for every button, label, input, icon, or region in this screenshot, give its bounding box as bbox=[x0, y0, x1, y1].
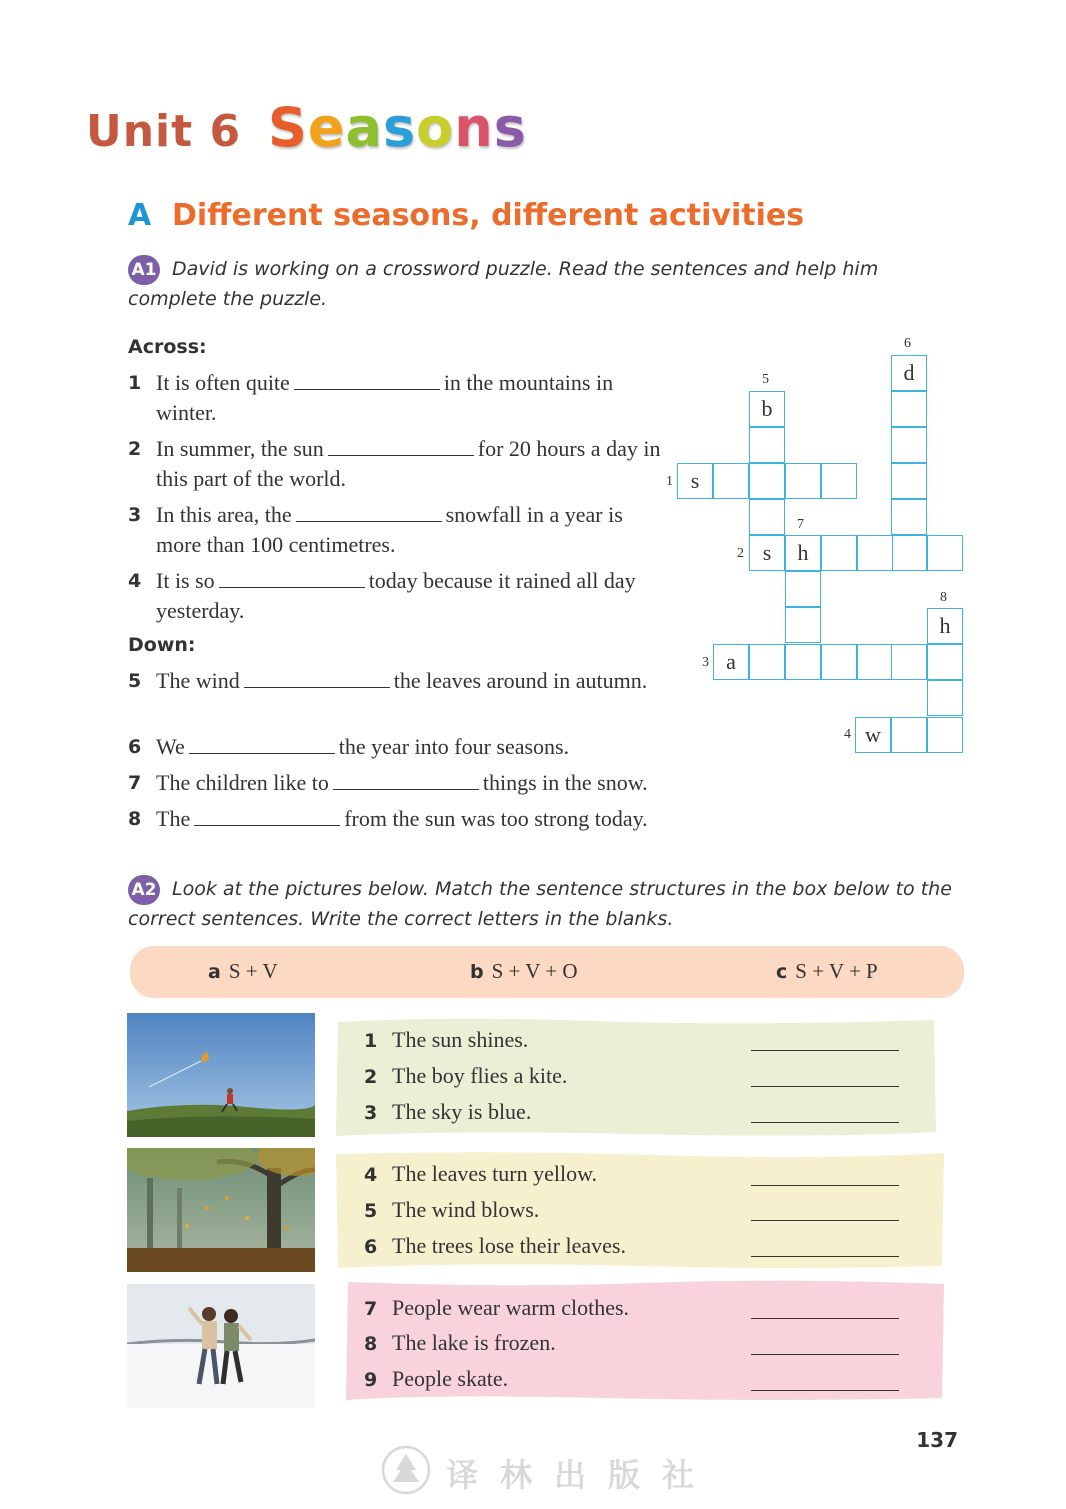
answer-blank[interactable] bbox=[751, 1318, 899, 1319]
clue-text-before: The bbox=[156, 806, 191, 831]
crossword-cell[interactable] bbox=[749, 427, 785, 463]
sentence-9 bbox=[364, 1366, 508, 1392]
clue-across-4 bbox=[128, 566, 668, 626]
clue-down-6 bbox=[128, 732, 728, 762]
crossword-cell[interactable] bbox=[927, 644, 963, 680]
crossword-cell[interactable] bbox=[891, 463, 927, 499]
crossword-cell[interactable] bbox=[821, 463, 857, 499]
structure-pattern: S + V bbox=[228, 959, 278, 983]
answer-blank[interactable] bbox=[333, 769, 479, 790]
answer-blank[interactable] bbox=[751, 1185, 899, 1186]
crossword-number: 1 bbox=[666, 474, 673, 489]
title-letter: s bbox=[382, 96, 417, 159]
clue-across-1 bbox=[128, 368, 668, 428]
crossword-cell[interactable] bbox=[857, 644, 893, 680]
clue-number: 2 bbox=[128, 438, 142, 460]
skating-photo bbox=[127, 1284, 315, 1408]
sentence-4 bbox=[364, 1161, 597, 1187]
crossword-number: 5 bbox=[762, 372, 769, 387]
clue-text-after: for 20 hours a day in this part of the world. bbox=[156, 436, 661, 491]
clue-number: 4 bbox=[128, 570, 142, 592]
a1-badge: A1 bbox=[128, 255, 160, 285]
sentence-number: 2 bbox=[364, 1066, 378, 1088]
sentence-6 bbox=[364, 1233, 626, 1259]
crossword-cell[interactable] bbox=[785, 571, 821, 607]
clue-text-after: snowfall in a year is more than 100 centimetres. bbox=[156, 502, 623, 557]
sentence-1 bbox=[364, 1027, 528, 1053]
answer-blank[interactable] bbox=[294, 369, 440, 390]
structure-letter: c bbox=[776, 961, 788, 983]
crossword-cell[interactable]: s bbox=[677, 463, 713, 499]
answer-blank[interactable] bbox=[751, 1122, 899, 1123]
title-letter: s bbox=[493, 96, 527, 159]
answer-blank[interactable] bbox=[219, 567, 365, 588]
clue-text-before: In this area, the bbox=[156, 502, 292, 527]
crossword-cell[interactable]: b bbox=[749, 391, 785, 427]
crossword-cell[interactable] bbox=[857, 535, 893, 571]
sentence-text: The sky is blue. bbox=[392, 1099, 532, 1124]
crossword-cell[interactable] bbox=[785, 463, 821, 499]
crossword-cell[interactable]: s bbox=[749, 535, 785, 571]
crossword-cell[interactable] bbox=[749, 499, 785, 535]
crossword-cell[interactable] bbox=[927, 535, 963, 571]
sentence-number: 5 bbox=[364, 1200, 378, 1222]
crossword-cell[interactable] bbox=[785, 607, 821, 643]
page-number: 137 bbox=[916, 1428, 958, 1452]
clue-number: 1 bbox=[128, 372, 142, 394]
sentence-number: 6 bbox=[364, 1236, 378, 1258]
sentence-number: 1 bbox=[364, 1030, 378, 1052]
unit-label: Unit 6 bbox=[86, 106, 242, 157]
sentence-text: The lake is frozen. bbox=[392, 1330, 556, 1355]
answer-blank[interactable] bbox=[244, 667, 390, 688]
title-letter: o bbox=[416, 96, 455, 159]
clue-text-after: today because it rained all day yesterday. bbox=[156, 568, 636, 623]
sentence-number: 8 bbox=[364, 1333, 378, 1355]
crossword-cell[interactable] bbox=[713, 463, 749, 499]
structure-letter: a bbox=[208, 961, 221, 983]
autumn-photo bbox=[127, 1148, 315, 1272]
clue-text-before: It is so bbox=[156, 568, 215, 593]
clue-down-7 bbox=[128, 768, 748, 798]
sentence-number: 7 bbox=[364, 1298, 378, 1320]
across-heading: Across: bbox=[128, 336, 207, 358]
crossword-cell[interactable]: h bbox=[927, 608, 963, 644]
clue-text-after: things in the snow. bbox=[482, 770, 648, 795]
a2-badge: A2 bbox=[128, 875, 160, 905]
answer-blank[interactable] bbox=[751, 1354, 899, 1355]
clue-number: 3 bbox=[128, 504, 142, 526]
unit-title bbox=[268, 96, 527, 159]
clue-down-5 bbox=[128, 666, 648, 696]
clue-number: 6 bbox=[128, 736, 142, 758]
crossword-cell[interactable]: a bbox=[713, 644, 749, 680]
a1-instruction: David is working on a crossword puzzle. Read the sentences and help him complete the puzzle. bbox=[128, 258, 879, 310]
title-letter: n bbox=[454, 96, 494, 159]
clue-number: 5 bbox=[128, 670, 142, 692]
sentence-text: The trees lose their leaves. bbox=[392, 1233, 626, 1258]
clue-across-3 bbox=[128, 500, 668, 560]
sentence-text: The boy flies a kite. bbox=[392, 1063, 568, 1088]
answer-blank[interactable] bbox=[751, 1220, 899, 1221]
structure-box bbox=[130, 946, 964, 998]
structure-letter: b bbox=[470, 961, 484, 983]
sentence-8 bbox=[364, 1330, 556, 1356]
title-letter: S bbox=[268, 96, 308, 159]
crossword-cell[interactable] bbox=[749, 644, 785, 680]
answer-blank[interactable] bbox=[751, 1256, 899, 1257]
title-letter: e bbox=[307, 96, 346, 159]
clue-text-after: the year into four seasons. bbox=[338, 734, 570, 759]
answer-blank[interactable] bbox=[296, 501, 442, 522]
crossword-number: 4 bbox=[844, 727, 851, 742]
publisher-name: 译林出版社 bbox=[446, 1456, 717, 1494]
clue-text-before: It is often quite bbox=[156, 370, 290, 395]
crossword-cell[interactable] bbox=[891, 427, 927, 463]
answer-blank[interactable] bbox=[751, 1086, 899, 1087]
section-title: Different seasons, different activities bbox=[172, 198, 805, 233]
sentence-text: The sun shines. bbox=[392, 1027, 529, 1052]
down-heading: Down: bbox=[128, 634, 196, 656]
structure-a bbox=[208, 959, 278, 984]
crossword-cell[interactable]: d bbox=[891, 355, 927, 391]
sentence-text: The leaves turn yellow. bbox=[392, 1161, 598, 1186]
crossword-cell[interactable] bbox=[821, 535, 857, 571]
crossword-number: 8 bbox=[940, 590, 947, 605]
crossword-number: 7 bbox=[797, 517, 804, 532]
answer-blank[interactable] bbox=[751, 1390, 899, 1391]
clue-text-before: The children like to bbox=[156, 770, 329, 795]
sentence-text: People wear warm clothes. bbox=[392, 1295, 630, 1320]
crossword-cell[interactable]: w bbox=[855, 717, 891, 753]
clue-across-2 bbox=[128, 434, 668, 494]
clue-text-before: We bbox=[156, 734, 185, 759]
answer-blank[interactable] bbox=[194, 805, 340, 826]
crossword-cell[interactable] bbox=[891, 391, 927, 427]
publisher-logo-icon bbox=[380, 1444, 432, 1501]
structure-b bbox=[470, 959, 578, 984]
sentence-5 bbox=[364, 1197, 539, 1223]
answer-blank[interactable] bbox=[189, 733, 335, 754]
structure-pattern: S + V + P bbox=[795, 959, 878, 983]
answer-blank[interactable] bbox=[328, 435, 474, 456]
clue-number: 8 bbox=[128, 808, 142, 830]
crossword-number: 2 bbox=[737, 546, 744, 561]
crossword-cell[interactable] bbox=[891, 717, 927, 753]
crossword-cell[interactable] bbox=[927, 680, 963, 716]
sentence-3 bbox=[364, 1099, 531, 1125]
section-letter: A bbox=[128, 198, 152, 233]
sentence-text: The wind blows. bbox=[392, 1197, 540, 1222]
sentence-number: 3 bbox=[364, 1102, 378, 1124]
crossword-cell[interactable] bbox=[927, 717, 963, 753]
crossword-cell[interactable] bbox=[891, 499, 927, 535]
clue-text-after: from the sun was too strong today. bbox=[344, 806, 648, 831]
clue-number: 7 bbox=[128, 772, 142, 794]
sentence-7 bbox=[364, 1295, 629, 1321]
crossword-cell[interactable] bbox=[785, 644, 821, 680]
kite-photo bbox=[127, 1013, 315, 1137]
structure-c bbox=[776, 959, 878, 984]
structure-pattern: S + V + O bbox=[491, 959, 578, 983]
crossword-number: 3 bbox=[702, 655, 709, 670]
clue-text-after: the leaves around in autumn. bbox=[393, 668, 648, 693]
sentence-number: 9 bbox=[364, 1369, 378, 1391]
title-letter: a bbox=[345, 96, 383, 159]
sentence-2 bbox=[364, 1063, 567, 1089]
crossword-number: 6 bbox=[904, 336, 911, 351]
answer-blank[interactable] bbox=[751, 1050, 899, 1051]
crossword-cell[interactable] bbox=[821, 644, 857, 680]
crossword-cell[interactable] bbox=[749, 463, 785, 499]
sentence-number: 4 bbox=[364, 1164, 378, 1186]
clue-text-before: In summer, the sun bbox=[156, 436, 324, 461]
crossword-cell[interactable]: h bbox=[785, 535, 821, 571]
a2-instruction: Look at the pictures below. Match the sentence structures in the box below to the correct sentences. Write the correct letters in the blanks. bbox=[128, 878, 952, 930]
crossword-cell[interactable] bbox=[891, 535, 927, 571]
sentence-text: People skate. bbox=[392, 1366, 509, 1391]
clue-down-8 bbox=[128, 804, 748, 834]
clue-text-after: in the mountains in winter. bbox=[156, 370, 614, 425]
crossword-cell[interactable] bbox=[891, 644, 927, 680]
clue-text-before: The wind bbox=[156, 668, 240, 693]
